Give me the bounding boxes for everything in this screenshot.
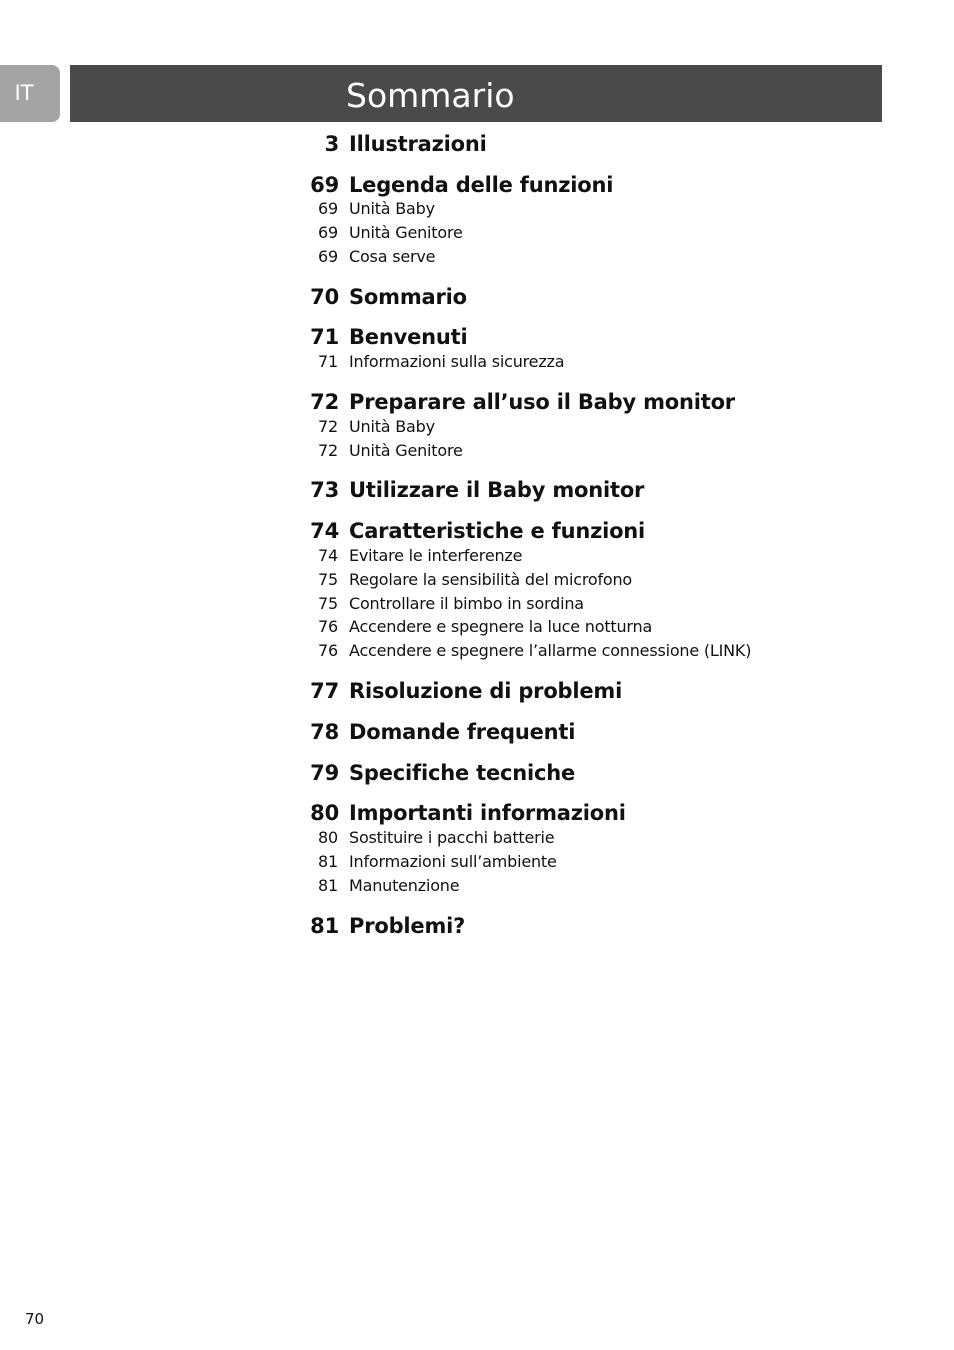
toc-label: Risoluzione di problemi: [349, 679, 623, 703]
toc-label: Accendere e spegnere la luce notturna: [349, 617, 653, 636]
toc-label: Accendere e spegnere l’allarme connessione (LINK): [349, 641, 752, 660]
language-tab-label: IT: [14, 81, 34, 105]
toc-page-number: 75: [318, 570, 338, 589]
toc-label: Benvenuti: [349, 325, 468, 349]
toc-subentry[interactable]: [0, 827, 954, 849]
toc-label: Legenda delle funzioni: [349, 173, 614, 197]
toc-entry[interactable]: [0, 130, 954, 158]
toc-page-number: 78: [310, 720, 339, 744]
toc-label: Informazioni sull’ambiente: [349, 852, 557, 871]
toc-entry[interactable]: [0, 171, 954, 199]
toc-page-number: 81: [318, 876, 338, 895]
toc-label: Utilizzare il Baby monitor: [349, 478, 645, 502]
toc-page-number: 70: [310, 285, 339, 309]
toc-page-number: 76: [318, 641, 338, 660]
page-title: Sommario: [346, 76, 515, 115]
toc-page-number: 73: [310, 478, 339, 502]
toc-label: Importanti informazioni: [349, 801, 626, 825]
toc-entry[interactable]: [0, 718, 954, 746]
toc-entry[interactable]: [0, 677, 954, 705]
toc-label: Preparare all’uso il Baby monitor: [349, 390, 735, 414]
toc-label: Unità Baby: [349, 417, 435, 436]
toc-subentry[interactable]: [0, 616, 954, 638]
toc-subentry[interactable]: [0, 416, 954, 438]
toc-page-number: 76: [318, 617, 338, 636]
toc-page-number: 80: [310, 801, 339, 825]
toc-subentry[interactable]: [0, 569, 954, 591]
toc-page-number: 69: [318, 223, 338, 242]
toc-entry[interactable]: [0, 388, 954, 416]
toc-label: Domande frequenti: [349, 720, 576, 744]
toc-label: Problemi?: [349, 914, 466, 938]
toc-subentry[interactable]: [0, 246, 954, 268]
toc-subentry[interactable]: [0, 593, 954, 615]
toc-subentry[interactable]: [0, 222, 954, 244]
toc-page-number: 80: [318, 828, 338, 847]
toc-page-number: 75: [318, 594, 338, 613]
toc-page-number: 72: [318, 417, 338, 436]
toc-subentry[interactable]: [0, 545, 954, 567]
toc-entry[interactable]: [0, 759, 954, 787]
toc-page-number: 69: [310, 173, 339, 197]
toc-page-number: 81: [310, 914, 339, 938]
toc-label: Unità Genitore: [349, 223, 463, 242]
toc-label: Sostituire i pacchi batterie: [349, 828, 555, 847]
toc-subentry[interactable]: [0, 875, 954, 897]
toc-subentry[interactable]: [0, 440, 954, 462]
title-bar: [70, 65, 882, 122]
toc-entry[interactable]: [0, 476, 954, 504]
toc-page-number: 77: [310, 679, 339, 703]
toc-page-number: 3: [324, 132, 339, 156]
toc-label: Regolare la sensibilità del microfono: [349, 570, 633, 589]
toc-entry[interactable]: [0, 799, 954, 827]
toc-label: Caratteristiche e funzioni: [349, 519, 646, 543]
toc-page-number: 74: [318, 546, 338, 565]
toc-page-number: 72: [310, 390, 339, 414]
language-tab: [0, 65, 60, 122]
toc-label: Evitare le interferenze: [349, 546, 523, 565]
toc-entry[interactable]: [0, 517, 954, 545]
toc-entry[interactable]: [0, 283, 954, 311]
toc-page-number: 81: [318, 852, 338, 871]
toc-page-number: 74: [310, 519, 339, 543]
toc-label: Unità Baby: [349, 199, 435, 218]
toc-subentry[interactable]: [0, 351, 954, 373]
toc-label: Informazioni sulla sicurezza: [349, 352, 565, 371]
toc-page-number: 69: [318, 247, 338, 266]
page-number: 70: [25, 1310, 45, 1328]
toc-label: Controllare il bimbo in sordina: [349, 594, 584, 613]
toc-subentry[interactable]: [0, 640, 954, 662]
toc-entry[interactable]: [0, 323, 954, 351]
toc-label: Illustrazioni: [349, 132, 487, 156]
toc-entry[interactable]: [0, 912, 954, 940]
toc-label: Sommario: [349, 285, 467, 309]
toc-label: Unità Genitore: [349, 441, 463, 460]
toc-page-number: 72: [318, 441, 338, 460]
toc-subentry[interactable]: [0, 198, 954, 220]
toc-page-number: 71: [310, 325, 339, 349]
toc-label: Cosa serve: [349, 247, 436, 266]
toc-page-number: 71: [318, 352, 338, 371]
toc-subentry[interactable]: [0, 851, 954, 873]
toc-page-number: 79: [310, 761, 339, 785]
toc-page-number: 69: [318, 199, 338, 218]
toc-label: Specifiche tecniche: [349, 761, 576, 785]
toc-label: Manutenzione: [349, 876, 460, 895]
